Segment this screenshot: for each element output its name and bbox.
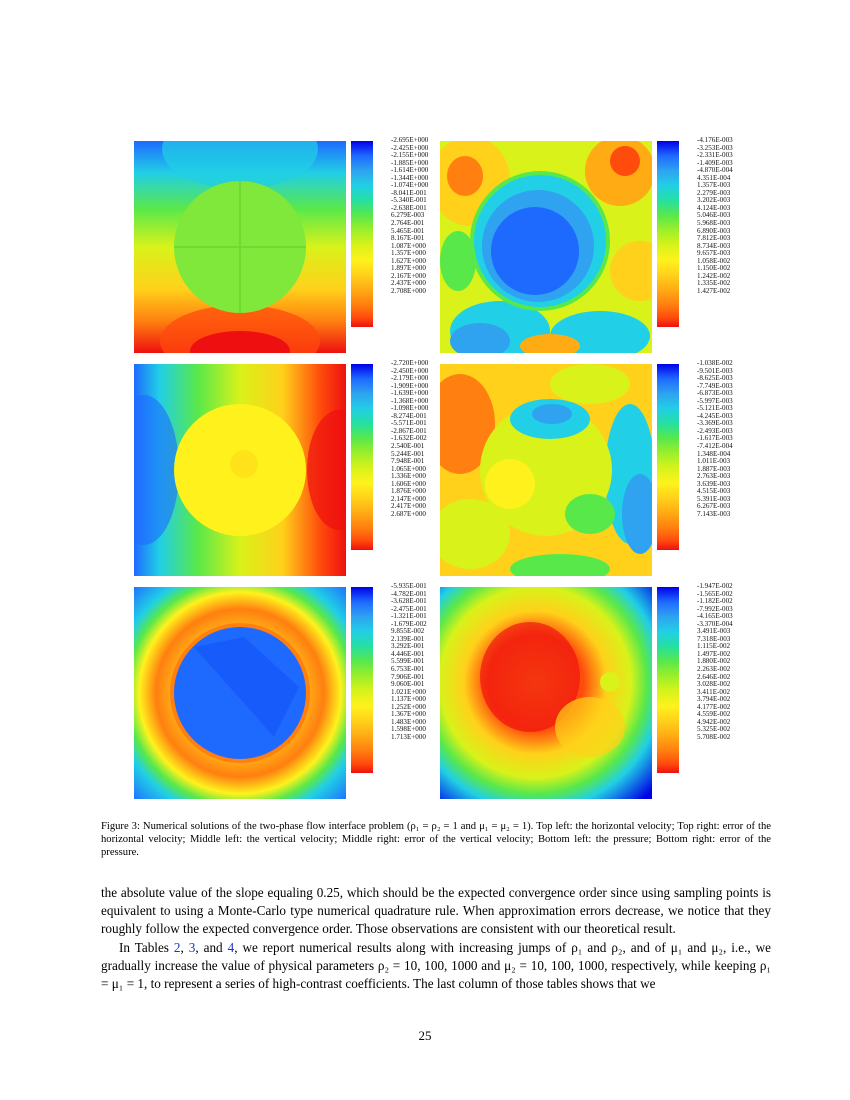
tick-label: 1.497E-002 bbox=[697, 649, 731, 658]
tick-label: -1.639E+000 bbox=[391, 389, 429, 398]
tick-label: 2.139E-001 bbox=[391, 634, 425, 643]
text-run: , bbox=[180, 939, 189, 955]
tick-label: 4.124E-003 bbox=[697, 203, 731, 212]
tick-label: 1.115E-002 bbox=[697, 642, 731, 651]
tick-label: 6.753E-001 bbox=[391, 665, 425, 674]
tick-label: 2.437E+000 bbox=[391, 279, 426, 288]
tick-label: -2.155E+000 bbox=[391, 151, 429, 160]
tick-label: 1.483E+000 bbox=[391, 717, 426, 726]
tick-label: 1.427E-002 bbox=[697, 286, 731, 295]
tick-label: -1.614E+000 bbox=[391, 166, 429, 175]
tick-label: -4.176E-003 bbox=[697, 136, 733, 144]
tick-label: 3.028E-002 bbox=[697, 680, 731, 689]
tick-label: 3.202E-003 bbox=[697, 196, 731, 205]
tick-label: 1.887E-003 bbox=[697, 464, 731, 473]
tick-label: 4.177E-002 bbox=[697, 702, 731, 711]
tick-label: -5.340E-001 bbox=[391, 196, 427, 205]
tick-label: -5.121E-003 bbox=[697, 404, 733, 413]
tick-label: -1.947E-002 bbox=[697, 582, 733, 590]
tick-label: -7.992E-003 bbox=[697, 604, 733, 613]
tick-label: 1.897E+000 bbox=[391, 264, 426, 273]
tick-label: -4.245E-003 bbox=[697, 411, 733, 420]
tick-label: -8.274E-001 bbox=[391, 411, 427, 420]
tick-label: -2.179E+000 bbox=[391, 374, 429, 383]
plot-pressure-error bbox=[440, 587, 652, 799]
tick-label: 7.318E-003 bbox=[697, 634, 731, 643]
table-link[interactable]: 4 bbox=[227, 939, 235, 955]
tick-label: -3.370E-004 bbox=[697, 619, 733, 628]
tick-label: 1.242E-002 bbox=[697, 271, 731, 280]
tick-label: 4.351E-004 bbox=[697, 173, 731, 182]
plot-pressure bbox=[134, 587, 346, 799]
colorbar-ticks-pressure bbox=[391, 583, 427, 741]
table-link[interactable]: 3 bbox=[188, 939, 196, 955]
tick-label: -1.182E-002 bbox=[697, 597, 733, 606]
colorbar-ticks-vertical-velocity bbox=[391, 360, 428, 518]
tick-label: -1.344E+000 bbox=[391, 173, 429, 182]
figure-caption: Figure 3: Numerical solutions of the two-phase flow interface problem (ρ₁ = ρ₂ = 1 and μ₁ = μ₂ = 1). Top left: the horizontal velocity; Top right: error of the horizontal velocity; Middle left: the vertical velocity; Middle right: error of the vertical velocity; Bottom left: the pressure; Bottom right: error of the pressure. bbox=[101, 821, 771, 858]
tick-label: 1.252E+000 bbox=[391, 702, 426, 711]
tick-label: 9.060E-001 bbox=[391, 680, 425, 689]
tick-label: 9.855E-002 bbox=[391, 627, 425, 636]
tick-label: 1.713E+000 bbox=[391, 732, 426, 741]
tick-label: 5.046E-003 bbox=[697, 211, 731, 220]
tick-label: 5.968E-003 bbox=[697, 219, 731, 228]
colorbar-pressure-error bbox=[657, 587, 679, 773]
tick-label: -1.368E+000 bbox=[391, 396, 429, 405]
tick-label: -1.074E+000 bbox=[391, 181, 429, 190]
tick-label: 1.150E-002 bbox=[697, 264, 731, 273]
tick-label: 2.147E+000 bbox=[391, 494, 426, 503]
colorbar-horizontal-velocity-error bbox=[657, 141, 679, 327]
tick-label: -6.873E-003 bbox=[697, 389, 733, 398]
tick-label: 1.357E+000 bbox=[391, 249, 426, 258]
body-text bbox=[101, 884, 771, 993]
tick-label: -2.867E-001 bbox=[391, 426, 427, 435]
plot-horizontal-velocity-error bbox=[440, 141, 652, 353]
tick-label: 2.646E-002 bbox=[697, 672, 731, 681]
tick-label: 1.357E-003 bbox=[697, 181, 731, 190]
tick-label: -2.450E+000 bbox=[391, 366, 429, 375]
tick-label: 1.011E-003 bbox=[697, 457, 731, 466]
tick-label: -3.253E-003 bbox=[697, 143, 733, 152]
tick-label: -5.571E-001 bbox=[391, 419, 427, 428]
tick-label: 6.267E-003 bbox=[697, 502, 731, 511]
tick-label: 1.598E+000 bbox=[391, 725, 426, 734]
tick-label: -3.369E-003 bbox=[697, 419, 733, 428]
tick-label: 1.335E-002 bbox=[697, 279, 731, 288]
tick-label: 1.348E-004 bbox=[697, 449, 731, 458]
tick-label: 1.336E+000 bbox=[391, 472, 426, 481]
page-number: 25 bbox=[418, 1028, 432, 1043]
text-run: In Tables bbox=[119, 939, 174, 955]
tick-label: 4.942E-002 bbox=[697, 717, 731, 726]
tick-label: 2.708E+000 bbox=[391, 286, 426, 295]
colorbar-horizontal-velocity bbox=[351, 141, 373, 327]
tick-label: -5.997E-003 bbox=[697, 396, 733, 405]
tick-label: 1.137E+000 bbox=[391, 695, 426, 704]
tick-label: -7.412E-004 bbox=[697, 442, 733, 451]
tick-label: -2.331E-003 bbox=[697, 151, 733, 160]
tick-label: -1.632E-002 bbox=[391, 434, 427, 443]
paragraph bbox=[101, 939, 771, 994]
tick-label: -2.695E+000 bbox=[391, 136, 429, 144]
plot-vertical-velocity bbox=[134, 364, 346, 576]
plot-horizontal-velocity bbox=[134, 141, 346, 353]
tick-label: 4.559E-002 bbox=[697, 710, 731, 719]
colorbar-vertical-velocity bbox=[351, 364, 373, 550]
tick-label: -1.565E-002 bbox=[697, 589, 733, 598]
tick-label: 1.627E+000 bbox=[391, 256, 426, 265]
colorbar-ticks-horizontal-velocity bbox=[391, 137, 428, 295]
tick-label: -2.493E-003 bbox=[697, 426, 733, 435]
tick-label: -1.038E-002 bbox=[697, 359, 733, 367]
tick-label: -1.321E-001 bbox=[391, 612, 427, 621]
colorbar-ticks-pressure-error bbox=[697, 583, 733, 741]
tick-label: 3.411E-002 bbox=[697, 687, 731, 696]
tick-label: 6.890E-003 bbox=[697, 226, 731, 235]
tick-label: -2.720E+000 bbox=[391, 359, 429, 367]
tick-label: 6.279E-003 bbox=[391, 211, 425, 220]
tick-label: -4.165E-003 bbox=[697, 612, 733, 621]
tick-label: -1.909E+000 bbox=[391, 381, 429, 390]
paragraph: the absolute value of the slope equaling 0.25, which should be the expected convergence order since using sampling points is equivalent to using a Monte-Carlo type numerical quadrature rule. When approximation errors decrease, we notice that they roughly follow the expected convergence order. Those observations are consistent with our theoretical result. bbox=[101, 885, 771, 937]
tick-label: -8.041E-001 bbox=[391, 188, 427, 197]
tick-label: -7.749E-003 bbox=[697, 381, 733, 390]
tick-label: 1.058E-002 bbox=[697, 256, 731, 265]
tick-label: 7.906E-001 bbox=[391, 672, 425, 681]
tick-label: 2.764E-001 bbox=[391, 219, 425, 228]
tick-label: 1.065E+000 bbox=[391, 464, 426, 473]
tick-label: -5.935E-001 bbox=[391, 582, 427, 590]
tick-label: 5.599E-001 bbox=[391, 657, 425, 666]
tick-label: 7.812E-003 bbox=[697, 234, 731, 243]
tick-label: 2.167E+000 bbox=[391, 271, 426, 280]
tick-label: -1.409E-003 bbox=[697, 158, 733, 167]
tick-label: 2.763E-003 bbox=[697, 472, 731, 481]
tick-label: 1.880E-002 bbox=[697, 657, 731, 666]
tick-label: -1.885E+000 bbox=[391, 158, 429, 167]
tick-label: 5.391E-003 bbox=[697, 494, 731, 503]
tick-label: -4.870E-004 bbox=[697, 166, 733, 175]
tick-label: 2.540E-001 bbox=[391, 442, 425, 451]
colorbar-ticks-vertical-velocity-error bbox=[697, 360, 733, 518]
colorbar-ticks-horizontal-velocity-error bbox=[697, 137, 733, 295]
colorbar-pressure bbox=[351, 587, 373, 773]
tick-label: -2.638E-001 bbox=[391, 203, 427, 212]
tick-label: 2.687E+000 bbox=[391, 509, 426, 518]
text-run: , and bbox=[195, 939, 228, 955]
tick-label: 5.325E-002 bbox=[697, 725, 731, 734]
tick-label: 2.263E-002 bbox=[697, 665, 731, 674]
tick-label: 5.465E-001 bbox=[391, 226, 425, 235]
tick-label: -2.475E-001 bbox=[391, 604, 427, 613]
tick-label: 7.948E-001 bbox=[391, 457, 425, 466]
tick-label: -1.617E-003 bbox=[697, 434, 733, 443]
table-link[interactable]: 2 bbox=[173, 939, 181, 955]
tick-label: -9.501E-003 bbox=[697, 366, 733, 375]
tick-label: 1.876E+000 bbox=[391, 487, 426, 496]
tick-label: 4.515E-003 bbox=[697, 487, 731, 496]
tick-label: -8.625E-003 bbox=[697, 374, 733, 383]
tick-label: 1.606E+000 bbox=[391, 479, 426, 488]
tick-label: 1.087E+000 bbox=[391, 241, 426, 250]
text-run: , we report numerical results along with increasing jumps of ρ₁ and ρ₂, and of μ₁ and μ₂, i.e., we gradually increase the value of physical parameters ρ₂ = 10, 100, 1000 and μ₂ = 10, 100, 1000, respectively, while keeping ρ₁ = μ₁ = 1, to represent a series of high-contrast coefficients. The last column of those tables shows that we bbox=[101, 939, 771, 992]
tick-label: 9.657E-003 bbox=[697, 249, 731, 258]
tick-label: 3.292E-001 bbox=[391, 642, 425, 651]
tick-label: 7.143E-003 bbox=[697, 509, 731, 518]
tick-label: -4.782E-001 bbox=[391, 589, 427, 598]
tick-label: 1.367E+000 bbox=[391, 710, 426, 719]
tick-label: 5.708E-002 bbox=[697, 732, 731, 741]
tick-label: 2.279E-003 bbox=[697, 188, 731, 197]
tick-label: 3.794E-002 bbox=[697, 695, 731, 704]
tick-label: -1.098E+000 bbox=[391, 404, 429, 413]
tick-label: 3.491E-003 bbox=[697, 627, 731, 636]
tick-label: -3.628E-001 bbox=[391, 597, 427, 606]
tick-label: -2.425E+000 bbox=[391, 143, 429, 152]
tick-label: 3.639E-003 bbox=[697, 479, 731, 488]
colorbar-vertical-velocity-error bbox=[657, 364, 679, 550]
tick-label: 8.734E-003 bbox=[697, 241, 731, 250]
plot-vertical-velocity-error bbox=[440, 364, 652, 576]
tick-label: -1.679E-002 bbox=[391, 619, 427, 628]
tick-label: 2.417E+000 bbox=[391, 502, 426, 511]
tick-label: 8.167E-001 bbox=[391, 234, 425, 243]
tick-label: 5.244E-001 bbox=[391, 449, 425, 458]
tick-label: 1.021E+000 bbox=[391, 687, 426, 696]
tick-label: 4.446E-001 bbox=[391, 649, 425, 658]
